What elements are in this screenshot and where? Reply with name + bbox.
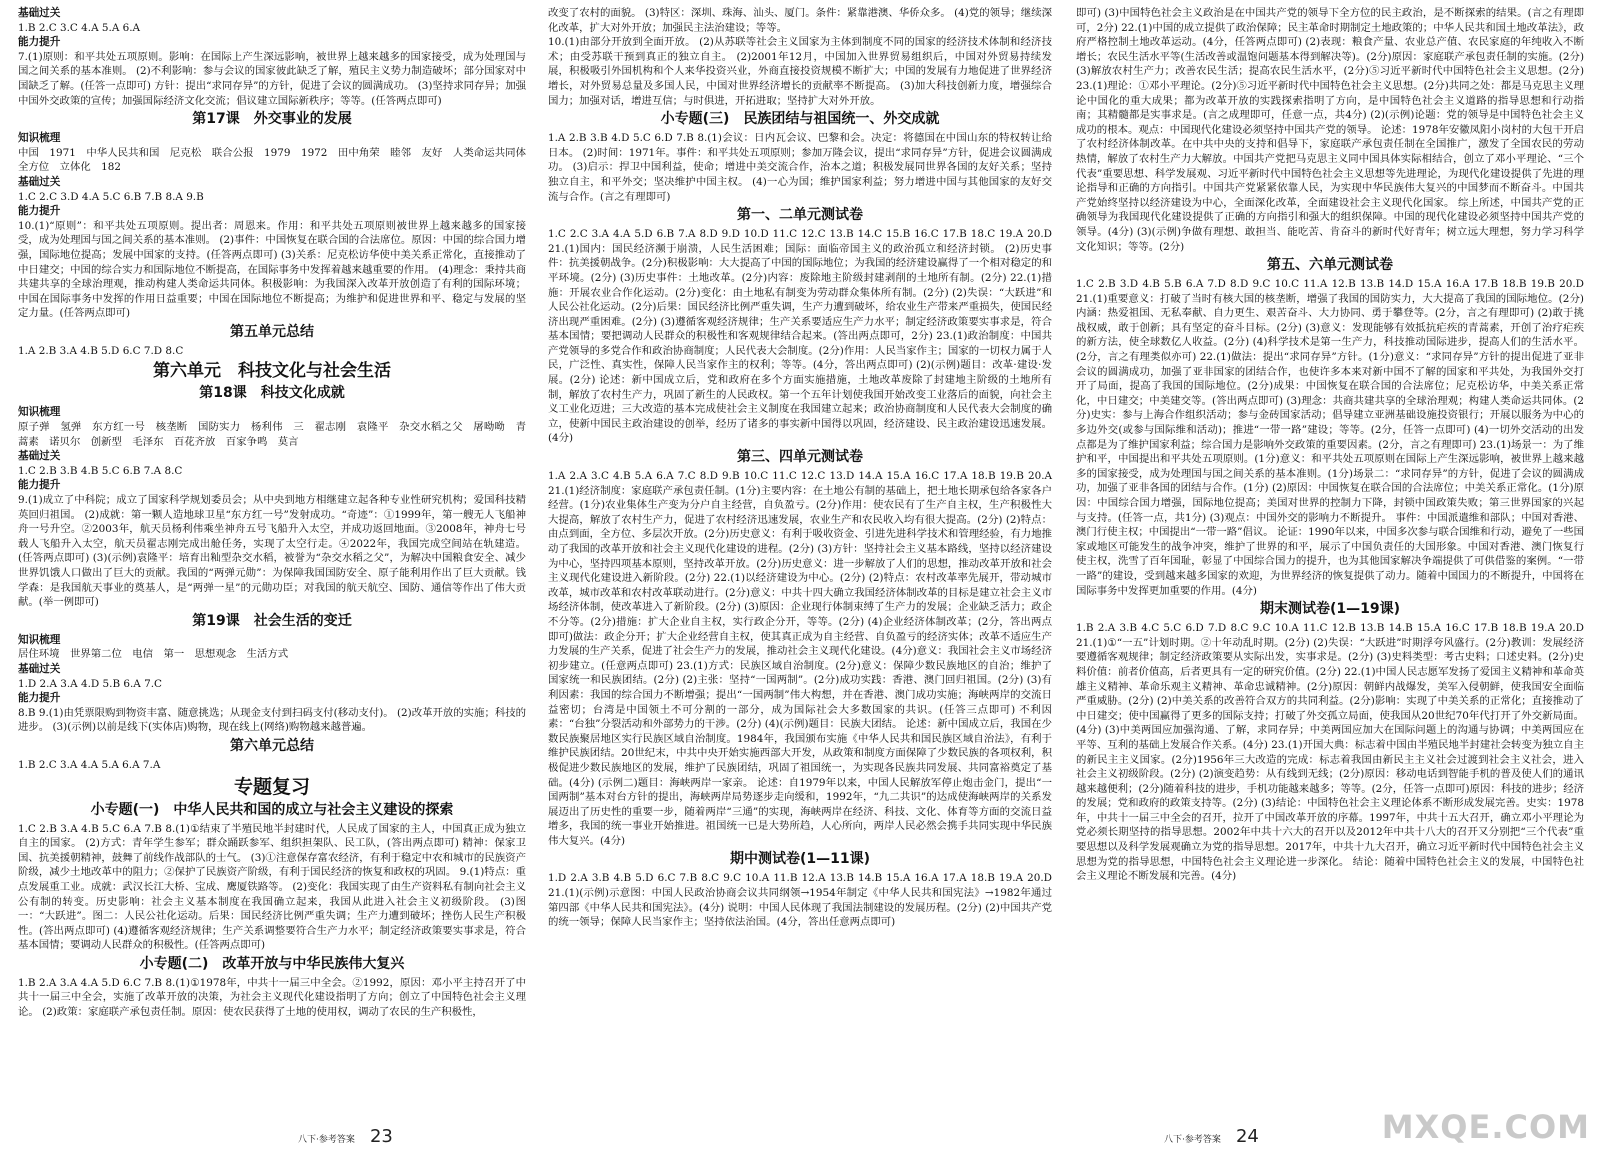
section-label: 基础过关 — [18, 450, 61, 463]
answer-paragraph: 1.B 2.A 3.B 4.C 5.C 6.D 7.D 8.C 9.C 10.A 11.C 12.B 13.B 14.B 15.A 16.C 17.B 18.B 19.A 20.D 21.(1)①“一五”计划时期。②十年动乱时期。(2分) (2)失误：“大跃进”时期浮夸风盛行。(2分)教训：发展经济要遵循客观规律；制定经济政策要从实际出发，实事求是。(2分) (3)史料类型：考古史料；口述史料。(2分)史料价值：前者价值高，后者更具有一定的研究价值。(2分) 22.(1)中国人民志愿军发扬了爱国主义精神和革命英雄主义精神、革命乐观主义精神、革命忠诚精神。(2分)原因：朝鲜内战爆发，美军入侵朝鲜，使我国安全面临严重威胁。(2分) (2)中美关系的改善符合双方的共同利益。(2分)影响：实现了中美关系的正常化；直接推动了中日建交；使中国赢得了更多的国际支持；打破了外交孤立局面，使我国从20世纪70年代打开了外交新局面。(4分) (3)中美两国应加强沟通、了解，求同存异；中美两国应加大在国际问题上的沟通与协调；中美两国应在平等、互利的基础上发展合作关系。(4分) 23.(1)开国大典：标志着中国由半殖民地半封建社会转变为独立自主的新民主主义国家。(2分)1956年三大改造的完成：标志着我国由新民主主义社会过渡到社会主义社会，进入社会主义初级阶段。(2分) (2)演变趋势：从有线到无线；(2分)原因：移动电话到智能手机的普及使人们的通讯越来越便利；(2分)随着科技的进步，手机功能越来越多；等等。(2分，任答一点即可)原因：科技的进步；经济的发展；党和政府的政策支持等。(2分) (3)结论：中国特色社会主义理论体系不断形成发展完善。史实：1978年，中共十一届三中全会的召开，拉开了中国改革开放的序幕。1997年，中共十五大召开，确立邓小平理论为党必须长期坚持的指导思想。2002年中共十六大的召开以及2012年中共十八大的召开又分别把“三个代表”重要思想以及科学发展观确立为党的指导思想。2017年，中共十九大召开，确立习近平新时代中国特色社会主义思想为党的指导思想，中国特色社会主义理论进一步深化。 结论：随着中国特色社会主义的发展，中国特色社会主义理论不断发展和完善。(4分) — [1076, 622, 1584, 883]
section-label: 基础过关 — [18, 7, 61, 19]
answer-paragraph: 即可) (3)中国特色社会主义政治是在中国共产党的领导下全方位的民主政治，是不断探索的结果。(言之有理即可，2分) 22.(1)中国的成立提供了政治保障；民主革命时期制定土地政策的；中华人民共和国土地改革法》，政府严格控制土地改革运动。(4分，任答两点即可) (2)表现：粮食产量、农业总产值、农民家庭的年纯收入不断增长；农民生活水平等(生活改善或温饱问题基本得到解决等)。(2分)原因：家庭联产承包责任制的实施。(2分) (3)解放农村生产力；改善农民生活；提高农民生活水平，(2分)⑤习近平新时代中国特色社会主义思想。(2分) 23.(1)理论：①邓小平理论。(2分)⑤习近平新时代中国特色社会主义思想。(2分)共同之处：都是马克思主义理论中国化的重大成果；都为改革开放的实践探索指明了方向，是中国特色社会主义道路的指导思想和行动指南；其精髓都是实事求是。(言之成理即可，任意一点，共4分) (2)(示例)论题：党的领导是中国特色社会主义成功的根本。观点：中国现代化建设必须坚持中国共产党的领导。 论述：1978年安徽凤阳小岗村的大包干开启了农村经济体制改革。在中共中央的支持和倡导下，家庭联产承包责任制在全国推广，激发了全国农民的劳动热情，解放了农村生产力大解放。中国共产党把马克思主义同中国具体实际相结合，创立了邓小平理论、“三个代表”重要思想、科学发展观、习近平新时代中国特色社会主义思想等先进理论，为现代化建设提供了先进的理论指导和正确的方向指引。中国共产党紧紧依靠人民，为实现中华民族伟大复兴的中国梦而不断奋斗。中国共产党始终坚持以经济建设为中心，全面深化改革，全面建设社会主义现代化国家。 综上所述，中国共产党的正确领导为我国现代化建设提供了正确的方向指引和强大的组织保障。中国的现代化建设必须坚持中国共产党的领导。(4分) (3)(示例)争做有理想、敢担当、能吃苦、肯奋斗的新时代好青年；树立远大理想，努力学习科学文化知识；等等。(2分) — [1076, 7, 1584, 253]
lesson-heading: 第17课 外交事业的发展 — [192, 111, 352, 128]
answer-column-left — [18, 6, 537, 1126]
answer-paragraph: 9.(1)成立了中科院；成立了国家科学规划委员会；从中央到地方相继建立起各种专业性研究机构；爱国科技精英回归祖国。 (2)成就：第一颗人造地球卫星“东方红一号”发射成功。“奇迹”：①1999年，第一艘无人飞船神舟一号升空。②2003年，航天员杨利伟乘坐神舟五号飞船升入太空，并成功返回地面。③2008年，神舟七号载人飞船升入太空，航天员翟志刚完成出舱任务，实现了太空行走。④2022年，我国完成空间站在轨建造。(任答两点即可) (3)(示例)袁隆平：培育出籼型杂交水稻，被誉为“杂交水稻之父”，为解决中国粮食安全、减少世界饥饿人口做出了巨大的贡献。我国的“两弹元勋”：为保障我国国防安全、原子能利用作出了巨大贡献。钱学森：是我国航天事业的奠基人，是“两弹一星”的元勋功臣；对我国的航天航空、国防、通信等作出了伟大贡献。(举一例即可) — [18, 494, 526, 609]
keywords-line: 居住环境 世界第二位 电信 第一 思想观念 生活方式 — [18, 648, 289, 661]
answer-paragraph: 1.C 2.B 3.D 4.B 5.B 6.A 7.D 8.D 9.C 10.C 11.A 12.B 13.B 14.D 15.A 16.A 17.B 18.B 19.B 20.D 21.(1)重要意义：打破了当时有核大国的核垄断，增强了我国的国防实力，大大提高了我国的国际地位。(2分)内涵：热爱祖国、无私奉献、自力更生、艰苦奋斗、大力协同、勇于攀登等。(2分，言之有理即可) (2)敢于挑战权威，敢于创新；具有坚定的奋斗目标。(2分) (3)意义：发现能够有效抵抗疟疾的青蒿素，开创了治疗疟疾的新方法，使全球数亿人收益。(2分) (4)科学技术是第一生产力，科技推动国际进步，提高人们的生活水平。(2分，言之有理类似亦可) 22.(1)做法：提出“求同存异”方针。(1分)意义：“求同存异”方针的提出促进了亚非会议的圆满成功，加强了亚非国家的团结合作，也使许多本来对新中国不了解的国家和平共处，为我国外交打开了局面，提高了我国的国际地位。(2分)成果：中国恢复在联合国的合法席位；尼克松访华，中美关系正常化，中日建交；中美建交等。(答出两点即可) (3)理念：共商共建共享的全球治理观；构建人类命运共同体。(2分)史实：参与上海合作组织活动；参与金砖国家活动；倡导建立亚洲基础设施投资银行；开展以服务为中心的多边外交(或参与国际维和活动)；推进“一带一路”建设；等等。(2分，任答一点即可) (4)一切外交活动的出发点都是为了维护国家利益；综合国力是影响外交政策的重要因素。(2分，言之有理即可) 23.(1)场景一：为了维护和平，中国提出和平共处五项原则。(1分)意义：和平共处五项原则在国际上产生深远影响，被世界上越来越多的国家接受，成为处理国与国之间关系的基本准则。(1分)场景二：“求同存异”的方针，促进了会议的圆满成功，加强了亚非各国的团结与合作。(1分) (2)原因：中国恢复在联合国的合法席位；中美关系正常化。(1分)原因：中国综合国力增强，国际地位提高；美国对世界的控制力下降，封锁中国政策失败；第三世界国家的兴起与支持。(任答一点，共1分) (3)观点：中国外交的影响力不断提升。 事件：中国派遣维和部队；中国对香港、澳门行使主权；中国提出“一带一路”倡议。 论证：1990年以来，中国多次参与联合国维和行动，避免了一些国家或地区可能发生的战争冲突，维护了世界的和平，展示了中国负责任的大国形象。中国对香港、澳门恢复行使主权，洗雪了百年国耻，彰显了中国综合国力的提升，也为其他国家解决争端提供了可供借鉴的案例。“一带一路”的建设，受到越来越多国家的欢迎，为世界经济的恢复提供了动力。随着中国国力的不断提升，中国将在国际事务中发挥更加重要的作用。(4分) — [1076, 278, 1584, 597]
answer-paragraph: 8.B 9.(1)由凭票限购到物资丰富、随意挑选；从现金支付到扫码支付(移动支付)。 (2)改革开放的实施；科技的进步。 (3)(示例)以前是线下(实体店)购物，现在线上(网络)购物越来越普遍。 — [18, 706, 527, 734]
keywords-line: 中国 1971 中华人民共和国 尼克松 联合公报 1979 1972 田中角荣 睦邻 友好 人类命运共同体 全方位 立体化 182 — [18, 146, 537, 174]
answer-column-middle — [548, 6, 1052, 1126]
answer-paragraph: 1.A 2.A 3.C 4.B 5.A 6.A 7.C 8.D 9.B 10.C 11.C 12.C 13.D 14.A 15.A 16.C 17.A 18.B 19.B 20.A 21.(1)经济制度：家庭联产承包责任制。(1分)主要内容：在土地公有制的基础上，把土地长期承包给各家各户经营。(1分)农业集体生产变为分户自主经营，自负盈亏。(2分)作用：使农民有了生产自主权，生产积极性大大提高，解放了农村生产力，促进了农村经济迅速发展，农业生产和农民收入均有很大提高。(2分) (2)特点：由点到面，全方位、多层次开放。(2分)历史意义：有利于吸收资金、引进先进科学技术和管理经验，有力地推动了我国的改革开放和社会主义现代化建设的进程。(2分) (3)方针：坚持社会主义基本路线，坚持以经济建设为中心，坚持四项基本原则，坚持改革开放。(2分)历史意义：进一步解放了人们的思想，推动改革开放和社会主义现代化建设进入新阶段。(2分) 22.(1)以经济建设为中心。(2分) (2)特点：农村改革率先展开，带动城市改革，城市改革和农村改革联动进行。(2分)意义：中共十四大确立我国经济体制改革的目标是建立社会主义市场经济体制，使改革进入了新阶段。(2分) (3)原因：企业现行体制束缚了生产力的发展；企业缺乏活力；政企不分等。(2分)措施：扩大企业自主权，实行政企分开，等等。(2分) (4)企业经济体制改革；(2分，答出两点即可)做法：政企分开；扩大企业经营自主权，使其真正成为自主经营、自负盈亏的经济实体；改革不适应生产力发展的生产关系，促进了社会生产力的发展，推动社会主义现代化建设。(4分)意义：我国社会主义市场经济初步建立。(任意两点即可) 23.(1)方式：民族区域自治制度。(2分)意义：保障少数民族地区的自治；维护了国家统一和民族团结。(2分) (2)主张：坚持“一国两制”。(2分)成功实践：香港、澳门回归祖国。(2分) (3)有利因素：我国的综合国力不断增强；提出“一国两制”伟大构想，并在香港、澳门成功实施；海峡两岸的交流日益密切；台湾是中国领土不可分割的一部分，成为国际社会大多数国家的共识。(任答三点即可) 不利因素：“台独”分裂活动和外部势力的干涉。(2分) (4)(示例)题目：民族大团结。 论述：新中国成立后，我国在少数民族聚居地区实行民族区域自治制度。1984年，我国颁布实施《中华人民共和国民族区域自治法》，有利于维护民族团结。20世纪末，中共中央开始实施西部大开发，从政策和制度方面保障了少数民族的各项权利，积极促进少数民族地区的发展，维护了民族团结，巩固了祖国统一，为实现各民族共同发展、共同富裕奠定了基础。(4分) (示例二)题目：海峡两岸一家亲。 论述：自1979年以来，中国人民解放军停止炮击金门，提出“一国两制”基本对台方针的提出，海峡两岸局势逐步走向缓和，1992年，“九二共识”的达成使海峡两岸的关系发展迈出了历史性的重要一步，随着两岸“三通”的实现，海峡两岸在经济、科技、文化、体育等方面的交流日益增多，我国的统一事业开始推进。祖国统一已是大势所趋，人心所向，两岸人民必然会携手共同实现中华民族伟大复兴。(4分) — [548, 470, 1052, 847]
answer-paragraph: 1.B 2.A 3.A 4.A 5.D 6.C 7.B 8.(1)①1978年，中共十一届三中全会。②1992，原因：邓小平主持召开了中共十一届三中全会，实施了改革开放的决策，为社会主义现代化建设指明了方向；创立了中国特色社会主义理论。 (2)政策：家庭联产承包责任制。原因：使农民获得了土地的使用权，调动了农民的生产积极性， — [18, 976, 526, 1019]
answer-paragraph: 10.(1)由部分开放到全面开放。 (2)从苏联等社会主义国家为主体到制度不同的国家的经济技术体制和经济技术；由受苏联干预到真正的独立自主。 (2)2001年12月，中国加入世界贸易组织后，中国对外贸易持续发展，积极吸引外国机构和个人来华投资兴业，外商直接投资规模不断扩大；中国的发展有力地促进了世界经济增长，对外贸易总量及多国人民，中国对世界经济增长的贡献率不断提高。 (3)加大科技创新力度，增强综合国力；加强对话，增进互信；与时俱进，开拓进取；坚持扩大对外开放。 — [548, 36, 1052, 107]
lesson-heading: 第三、四单元测试卷 — [737, 449, 863, 466]
lesson-heading: 第五单元总结 — [230, 323, 314, 340]
lesson-heading: 第六单元总结 — [230, 737, 314, 754]
page-number: 23 — [369, 1126, 393, 1147]
watermark-logo: MXQE.COM — [1381, 1108, 1590, 1146]
answer-paragraph: 1.C 2.C 3.D 4.A 5.C 6.B 7.B 8.A 9.B — [18, 190, 204, 203]
lesson-heading: 第18课 科技文化成就 — [199, 385, 345, 402]
section-label: 基础过关 — [18, 175, 61, 188]
answer-paragraph: 7.(1)原则：和平共处五项原则。影响：在国际上产生深远影响，被世界上越来越多的国家接受，成为处理国与国之间关系的基本准则。 (2)不利影响：参与会议的国家彼此缺乏了解，殖民主义势力制造破坏；部分国家对中国缺乏了解。(任答一点即可) 方针：提出“求同存异”的方针，促进了会议的圆满成功。 (3)坚持求同存异；加强中国外交政策的宣传；加强国际经济文化交流；倡议建立国际新秩序；等等。(任答两点即可) — [18, 50, 526, 107]
keywords-line: 原子弹 氢弹 东方红一号 核垄断 国防实力 杨利伟 三 翟志刚 袁隆平 杂交水稻之父 屠呦呦 青蒿素 诺贝尔 创新型 毛泽东 百花齐放 百家争鸣 莫言 — [18, 421, 526, 448]
answer-paragraph: 改变了农村的面貌。 (3)特区：深圳、珠海、汕头、厦门。条件：紧靠港澳、华侨众多。 (4)党的领导；继续深化改革，扩大对外开放；加强民主法治建设；等等。 — [548, 7, 1052, 34]
answer-paragraph: 1.A 2.B 3.B 4.D 5.C 6.D 7.B 8.(1)会议：日内瓦会议、巴黎和会。决定：将德国在中国山东的特权转让给日本。 (2)时间：1971年。事件：和平共处五项原则；参加万隆会议，提出“求同存异”方针，促进会议圆满成功。 (3)启示：捍卫中国利益，使命；增进中美交流合作，治本之道；积极发展同世界各国的友好关系；坚持独立自主，和平外交；坚决维护中国主权。 (4)一心为国；维护国家利益；努力增进中国与其他国家的友好交流与合作。(言之有理即可) — [548, 132, 1052, 203]
lesson-heading: 期末测试卷(1—19课) — [1259, 601, 1401, 618]
section-label: 基础过关 — [18, 662, 61, 675]
answer-paragraph: 1.A 2.B 3.A 4.B 5.D 6.C 7.D 8.C — [18, 344, 184, 357]
section-label: 能力提升 — [18, 36, 61, 49]
page-number: 24 — [1235, 1126, 1259, 1147]
answer-paragraph: 1.B 2.C 3.A 4.A 5.A 6.A 7.A — [18, 758, 161, 771]
topic-heading: 专题复习 — [233, 775, 310, 798]
section-label: 能力提升 — [18, 205, 61, 218]
unit-heading: 第六单元 科技文化与社会生活 — [153, 361, 391, 382]
answer-paragraph: 1.D 2.A 3.B 4.B 5.D 6.C 7.B 8.C 9.C 10.A 11.B 12.A 13.B 14.B 15.A 16.A 17.A 18.B 19.A 20.D 21.(1)(示例)示意图：中国人民政治协商会议共同纲领→1954年制定《中华人民共和国宪法》→1982年通过第四部《中华人民共和国宪法》。(4分) 说明：中国人民体现了我国法制建设的发展历程。(2分) (2)中国共产党的统一领导；保障人民当家作主；坚持依法治国。(4分，答出任意两点即可) — [548, 872, 1052, 929]
footer-label: 八下·参考答案 — [298, 1135, 355, 1145]
page-footer-23 — [298, 1126, 393, 1147]
section-label: 知识梳理 — [18, 132, 61, 145]
lesson-heading: 第五、六单元测试卷 — [1267, 257, 1393, 274]
lesson-heading: 小专题(三) 民族团结与祖国统一、外交成就 — [660, 111, 940, 128]
answer-paragraph: 1.B 2.C 3.C 4.A 5.A 6.A — [18, 21, 141, 34]
answer-paragraph: 1.C 2.B 3.A 4.B 5.C 6.A 7.B 8.(1)①结束了半殖民地半封建时代，人民成了国家的主人，中国真正成为独立自主的国家。 (2)方式：青年学生参军；群众踊跃参军、组织担架队、民工队，(答出两点即可) 精神：保家卫国、抗美援朝精神，鼓舞了前线作战部队的士气。 (3)①注意保存富农经济，有利于稳定中农和城市的民族资产阶级，减少土地改革中的阻力；②保护了民族资产阶级，有利于国民经济的恢复和政权的巩固。 9.(1)特点：重点发展重工业。成就：武汉长江大桥、宝成、鹰厦铁路等。 (2)变化：我国实现了由生产资料私有制向社会主义公有制的转变。历史影响：社会主义基本制度在我国确立起来，我国从此进入社会主义初级阶段。 (3)图一：“大跃进”。图二：人民公社化运动。后果：国民经济比例严重失调；生产力遭到破坏；挫伤人民生产积极性。(答出两点即可) (4)遵循客观经济规律；生产关系调整要符合生产力水平；制定经济政策要实事求是，符合基本国情；要调动人民群众的积极性。(任答两点即可) — [18, 822, 526, 952]
lesson-heading: 第一、二单元测试卷 — [737, 207, 863, 224]
section-label: 能力提升 — [18, 479, 61, 492]
answer-paragraph: 1.C 2.C 3.A 4.A 5.D 6.B 7.A 8.D 9.D 10.D 11.C 12.C 13.B 14.C 15.B 16.C 17.B 18.C 19.A 20.D 21.(1)国内：国民经济濒于崩溃，人民生活困难；国际：面临帝国主义的政治孤立和经济封锁。 (2)历史事件：抗美援朝战争。(2分)积极影响：大大提高了中国的国际地位；为我国的经济建设赢得了一个相对稳定的和平环境。(2分) (3)历史事件：土地改革。(2分)内容：废除地主阶级封建剥削的土地所有制。(2分) 22.(1)措施：开展农业合作化运动。(2分)变化：由土地私有制变为劳动群众集体所有制。(2分) (2)失误：“大跃进”和人民公社化运动。(2分)后果：国民经济比例严重失调，生产力遭到破坏，给农业生产带来严重损失，使国民经济出现严重困难。(2分) (3)遵循客观经济规律；生产关系要适应生产力水平；制定经济政策要实事求是，符合基本国情；要把调动人民群众的积极性和客观规律结合起来。(答出两点即可，2分) 23.(1)政治制度：中国共产党领导的多党合作和政治协商制度；人民代表大会制度。(2分)作用：人民当家作主；国家的一切权力属于人民，广泛性、真实性，保障人民当家作主的权利；等等。(4分，答出两点即可) (2)(示例)题目：改革·建设·发展。(2分) 论述：新中国成立后，党和政府在多个方面实施措施，土地改革废除了封建地主阶级的土地所有制，解放了农村生产力，巩固了新生的人民政权。第一个五年计划使我国开始改变工业落后的面貌，向社会主义工业化迈进；三大改造的基本完成使社会主义制度在我国建立起来；政治协商制度和人民代表大会制度的确立，使新中国民主政治建设的创举，经历了诸多的事实新中国得以巩固，经济建设、民主政治建设迅速发展。(4分) — [548, 228, 1052, 445]
lesson-heading: 期中测试卷(1—11课) — [729, 851, 871, 868]
answer-paragraph: 1.D 2.A 3.A 4.D 5.B 6.A 7.C — [18, 677, 162, 690]
lesson-heading: 小专题(一) 中华人民共和国的成立与社会主义建设的探索 — [90, 801, 454, 818]
section-label: 能力提升 — [18, 692, 61, 705]
lesson-heading: 小专题(二) 改革开放与中华民族伟大复兴 — [139, 955, 405, 972]
answer-paragraph: 10.(1)“原则”：和平共处五项原则。提出者：周恩来。作用：和平共处五项原则被世界上越来越多的国家接受，成为处理国与国之间关系的基本准则。 (2)事件：中国恢复在联合国的合法席位。原因：中国的综合国力增强，国际地位提高；发展中国家的支持。(任答两点即可) (3)关系：尼克松访华使中美关系正常化，直接推动了中日建交；中国的综合实力和国际地位不断提高，在国际事务中发挥着越来越重要的作用。 (4)理念：秉持共商共建共享的全球治理观，推动构建人类命运共同体。积极影响：为我国深入改革开放创造了有利的国际环境；中国在国际事务中发挥的作用日益重要；中国在国际地位不断提高；为维护和促进世界和平、稳定与发展的坚定力量。(任答两点即可) — [18, 219, 526, 320]
answer-paragraph: 1.C 2.B 3.B 4.B 5.C 6.B 7.A 8.C — [18, 464, 183, 477]
page-footer-24 — [1164, 1126, 1259, 1147]
answer-column-right — [1076, 6, 1584, 1126]
section-label: 知识梳理 — [18, 406, 61, 419]
lesson-heading: 第19课 社会生活的变迁 — [192, 612, 352, 629]
section-label: 知识梳理 — [18, 633, 61, 646]
footer-label: 八下·参考答案 — [1164, 1135, 1221, 1145]
